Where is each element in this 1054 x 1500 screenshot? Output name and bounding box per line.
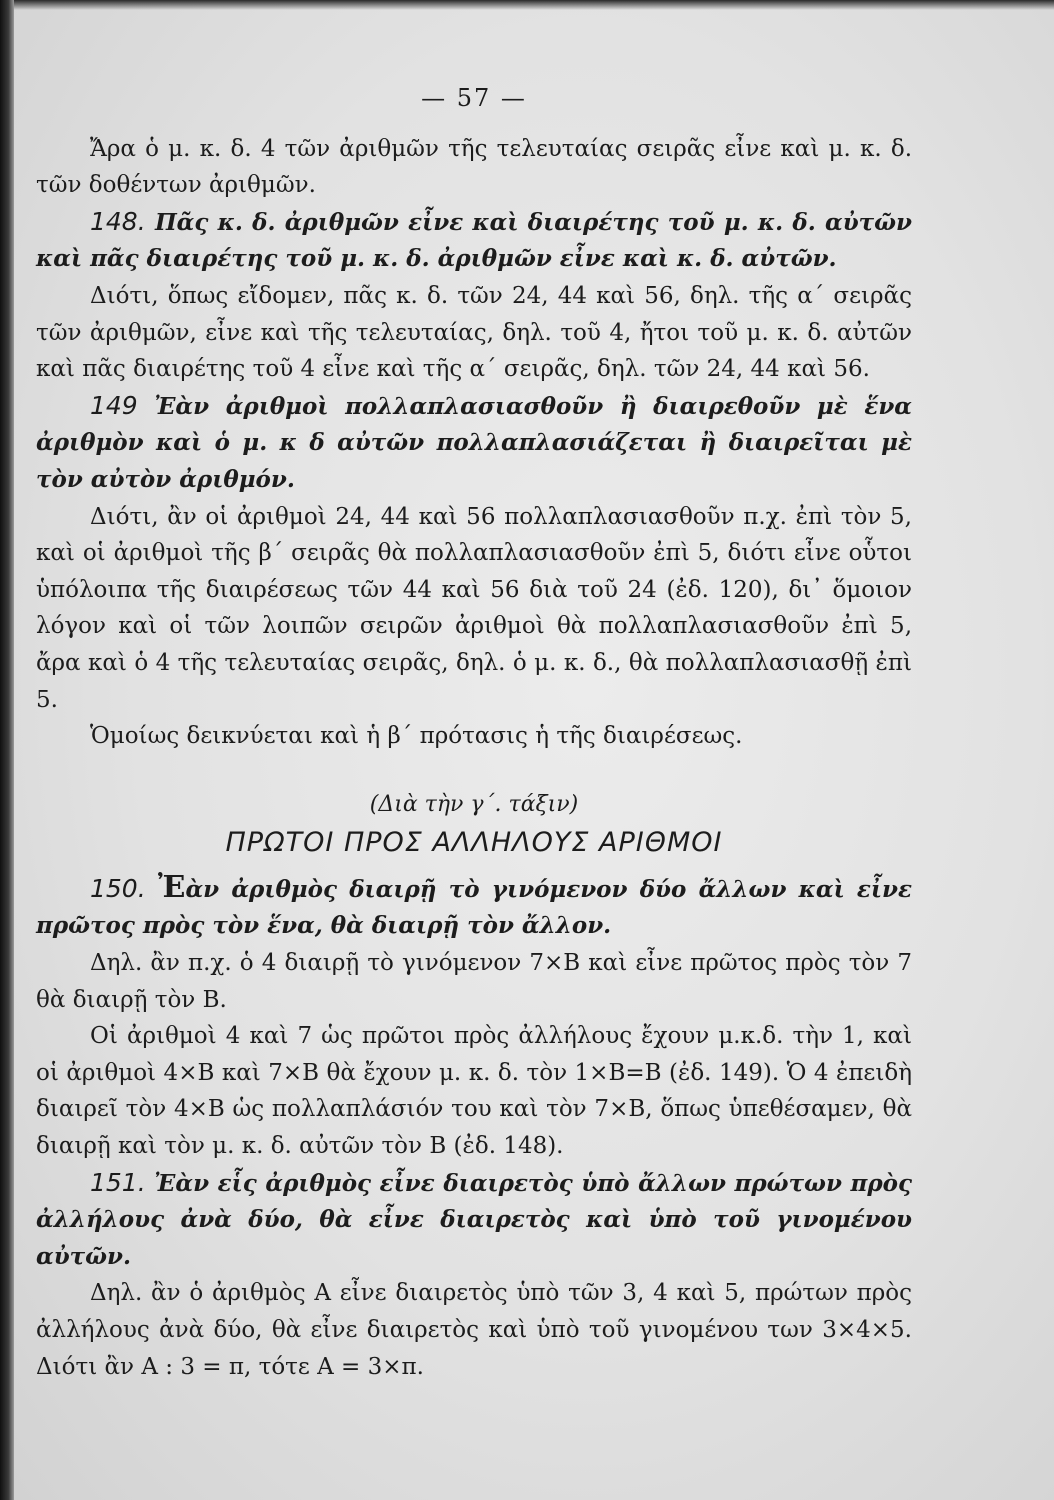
- paragraph: Οἱ ἀριθμοὶ 4 καὶ 7 ὡς πρῶτοι πρὸς ἀλλήλους ἔχουν μ.κ.δ. τὴν 1, καὶ οἱ ἀριθμοὶ 4×Β καὶ 7×Β θὰ ἔχουν μ. κ. δ. τὸν 1×Β=Β (ἐδ. 149). Ὁ 4 ἐπειδὴ διαιρεῖ τὸν 4×Β ὡς πολλαπλάσιόν του καὶ τὸν 7×Β, ὅπως ὑπεθέσαμεν, θὰ διαιρῇ καὶ τὸν μ. κ. δ. αὐτῶν τὸν Β (ἐδ. 148).: [36, 1023, 912, 1160]
- section-title: ΠΡΩΤΟΙ ΠΡΟΣ ΑΛΛΗΛΟΥΣ ΑΡΙΘΜΟΙ: [225, 827, 723, 859]
- theorem-text: Ἐὰν εἷς ἀριθμὸς εἶνε διαιρετὸς ὑπὸ ἄλλων πρώτων πρὸς ἀλλήλους ἀνὰ δύο, θὰ εἶνε διαιρετὸς καὶ ὑπὸ τοῦ γινομένου αὐτῶν.: [36, 1169, 912, 1270]
- theorem-149: [36, 388, 912, 499]
- theorem-number: 151.: [90, 1167, 146, 1197]
- page-content: [36, 80, 912, 1385]
- theorem-151: [36, 1165, 912, 1276]
- drop-cap: Ἐ: [157, 869, 186, 905]
- theorem-text: ὰν ἀριθμὸς διαιρῇ τὸ γινόμενον δύο ἄλλων καὶ εἶνε πρῶτος πρὸς τὸν ἕνα, θὰ διαιρῇ τὸν ἄλλον.: [36, 875, 912, 940]
- paragraph: Διότι, ἂν οἱ ἀριθμοὶ 24, 44 καὶ 56 πολλαπλασιασθοῦν π.χ. ἐπὶ τὸν 5, καὶ οἱ ἀριθμοὶ τῆς β΄ σειρᾶς θὰ πολλαπλασιασθοῦν ἐπὶ 5, διότι εἶνε οὗτοι ὑπόλοιπα τῆς διαιρέσεως τῶν 44 καὶ 56 διὰ τοῦ 24 (ἐδ. 120), δι᾽ ὅμοιον λόγον καὶ οἱ τῶν λοιπῶν σειρῶν ἀριθμοὶ θὰ πολλαπλασιασθοῦν ἐπὶ 5, ἄρα καὶ ὁ 4 τῆς τελευταίας σειρᾶς, δηλ. ὁ μ. κ. δ., θὰ πολλαπλασιασθῇ ἐπὶ 5.: [36, 503, 912, 713]
- paragraph: Δηλ. ἂν π.χ. ὁ 4 διαιρῇ τὸ γινόμενον 7×Β καὶ εἶνε πρῶτος πρὸς τὸν 7 θὰ διαιρῇ τὸν Β.: [36, 950, 912, 1013]
- theorem-number: 148.: [90, 206, 146, 236]
- theorem-150: [36, 870, 912, 945]
- paragraph: Ἄρα ὁ μ. κ. δ. 4 τῶν ἀριθμῶν τῆς τελευταίας σειρᾶς εἶνε καὶ μ. κ. δ. τῶν δοθέντων ἀριθμῶν.: [36, 135, 912, 199]
- theorem-148: [36, 204, 912, 278]
- paragraph: Διότι, ὅπως εἴδομεν, πᾶς κ. δ. τῶν 24, 44 καὶ 56, δηλ. τῆς α΄ σειρᾶς τῶν ἀριθμῶν, εἶνε καὶ τῆς τελευταίας, δηλ. τοῦ 4, ἤτοι τοῦ μ. κ. δ. αὐτῶν καὶ πᾶς διαιρέτης τοῦ 4 εἶνε καὶ τῆς α΄ σειρᾶς, δηλ. τῶν 24, 44 καὶ 56.: [36, 282, 912, 383]
- page-binding-shadow: [0, 0, 14, 1500]
- book-page: [14, 0, 1054, 1500]
- paragraph: Ὁμοίως δεικνύεται καὶ ἡ β΄ πρότασις ἡ τῆς διαιρέσεως.: [90, 723, 743, 750]
- theorem-number: 150.: [90, 873, 146, 903]
- theorem-text: Ἐὰν ἀριθμοὶ πολλαπλασιασθοῦν ἢ διαιρεθοῦν μὲ ἕνα ἀριθμὸν καὶ ὁ μ. κ δ αὐτῶν πολλαπλασιάζεται ἢ διαιρεῖται μὲ τὸν αὐτὸν ἀριθμόν.: [36, 392, 912, 493]
- theorem-text: Πᾶς κ. δ. ἀριθμῶν εἶνε καὶ διαιρέτης τοῦ μ. κ. δ. αὐτῶν καὶ πᾶς διαιρέτης τοῦ μ. κ. δ. ἀριθμῶν εἶνε καὶ κ. δ. αὐτῶν.: [36, 208, 912, 273]
- page-top-shadow: [14, 0, 1054, 10]
- theorem-number: 149: [90, 390, 138, 420]
- page-number: — 57 —: [421, 84, 527, 112]
- grade-caption: (Διὰ τὴν γ΄. τάξιν): [369, 791, 579, 817]
- paragraph: Δηλ. ἂν ὁ ἀριθμὸς Α εἶνε διαιρετὸς ὑπὸ τῶν 3, 4 καὶ 5, πρώτων πρὸς ἀλλήλους ἀνὰ δύο, θὰ εἶνε διαιρετὸς καὶ ὑπὸ τοῦ γινομένου των 3×4×5. Διότι ἂν Α : 3 = π, τότε Α = 3×π.: [36, 1280, 912, 1380]
